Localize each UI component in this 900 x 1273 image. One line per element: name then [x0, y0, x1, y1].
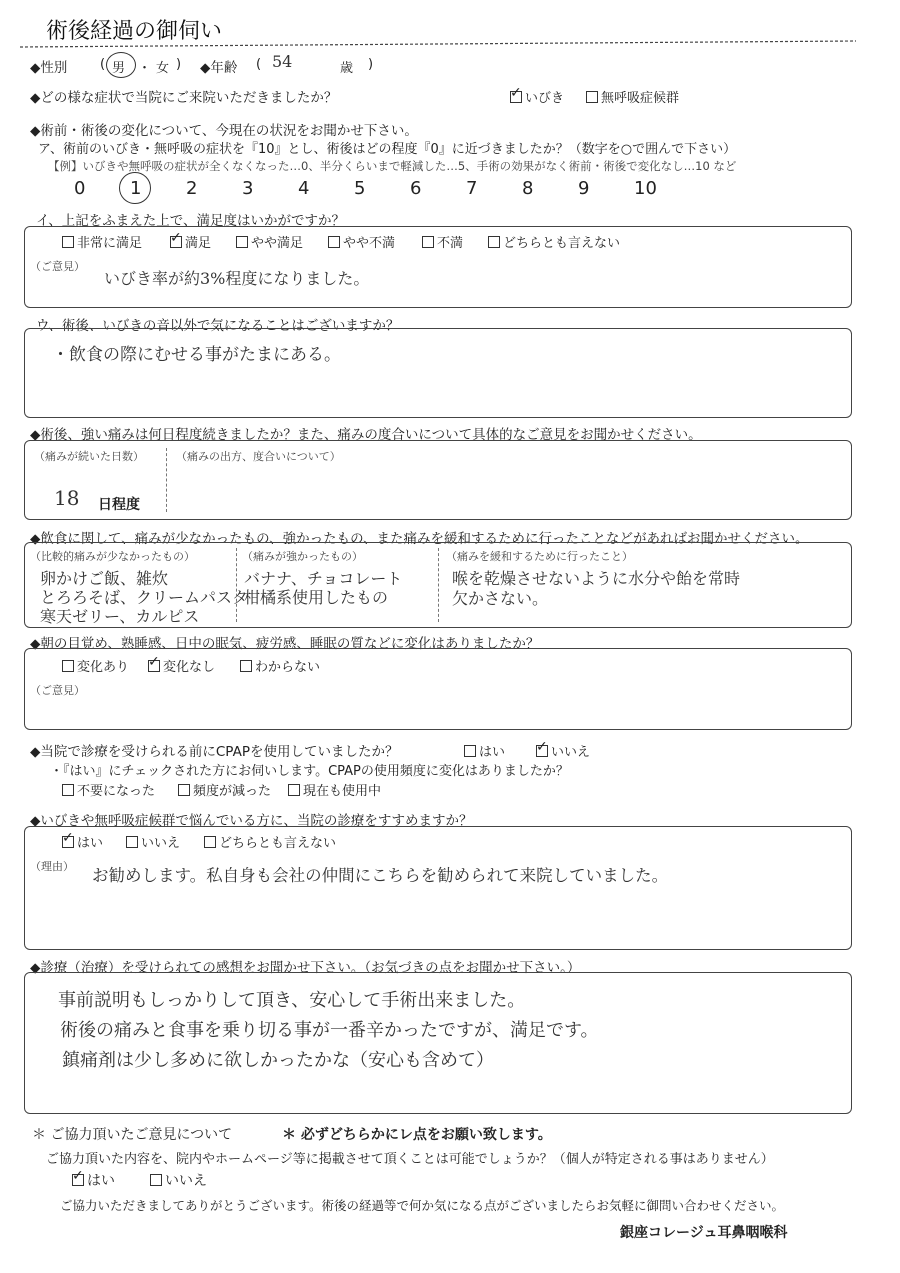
checkbox[interactable]: [488, 236, 500, 248]
pain-days-value: 18: [54, 486, 80, 510]
checkbox-checked[interactable]: [62, 836, 74, 848]
checkbox[interactable]: [288, 784, 300, 796]
checkbox-checked[interactable]: [170, 236, 182, 248]
checkbox-checked[interactable]: [510, 91, 522, 103]
footer-note-right: ＊ 必ずどちらかにレ点をお願い致します。: [282, 1127, 552, 1143]
thanks-text: ご協力いただきましてありがとうございます。術後の経過等で何か気になる点がございましたらお気軽に御問い合わせください。: [60, 1198, 785, 1213]
pain-days-unit: 日程度: [98, 497, 140, 513]
question-food: ◆飲食に関して、痛みが少なかったもの、強かったもの、また痛みを緩和するために行ったことなどがあればお聞かせください。: [30, 531, 809, 547]
checkbox[interactable]: [464, 745, 476, 757]
food-col2-label: （痛みが強かったもの）: [242, 550, 363, 563]
reason-label: （理由）: [30, 860, 74, 873]
checkbox[interactable]: [62, 236, 74, 248]
impression-line-2: 術後の痛みと食事を乗り切る事が一番辛かったですが、満足です。: [60, 1020, 599, 1041]
question-cpap: ◆当院で診療を受けられる前にCPAPを使用していましたか？: [30, 744, 399, 760]
checkbox[interactable]: [62, 660, 74, 672]
satisfaction-opinion: いびき率が約3%程度になりました。: [104, 269, 370, 288]
scale-0[interactable]: 0: [74, 178, 86, 199]
example-text: 【例】いびきや無呼吸の症状が全くなくなった…0、半分くらいまで軽減した…5、手術の効果がなく術前・術後で変化なし…10 など: [48, 159, 737, 173]
other-answer: ・飲食の際にむせる事がたまにある。: [52, 345, 341, 365]
question-recommend: ◆いびきや無呼吸症候群で悩んでいる方に、当院の診療をすすめますか？: [30, 813, 473, 829]
recommend-reason: お勧めします。私自身も会社の仲間にこちらを勧められて来院していました。: [92, 866, 669, 885]
age-label: ◆年齢: [200, 60, 238, 76]
checkbox[interactable]: [236, 236, 248, 248]
opinion-label: （ご意見）: [30, 260, 85, 273]
option-ibiki[interactable]: ✓ いびき: [510, 87, 564, 106]
question-pain: ◆術後、強い痛みは何日程度続きましたか？また、痛みの度合いについて具体的なご意見をお聞かせください。: [30, 427, 702, 443]
age-value: 54: [272, 52, 293, 71]
scale-6[interactable]: 6: [410, 178, 422, 199]
scale-selected-circle: [119, 172, 151, 204]
impression-line-3: 鎮痛剤は少し多めに欲しかったかな（安心も含めて）: [62, 1050, 494, 1071]
checkbox-checked[interactable]: [536, 745, 548, 757]
food-col1-label: （比較的痛みが少なかったもの）: [30, 550, 195, 563]
scale-10[interactable]: 10: [634, 178, 657, 199]
checkbox[interactable]: [204, 836, 216, 848]
question-sleep: ◆朝の目覚め、熟睡感、日中の眠気、疲労感、睡眠の質などに変化はありましたか？: [30, 636, 540, 652]
question-satisfaction: イ、上記をふまえた上で、満足度はいかがですか？: [36, 213, 346, 229]
publish-question: ご協力頂いた内容を、院内やホームページ等に掲載させて頂くことは可能でしょうか？（個人が特定される事はありません）: [46, 1152, 774, 1167]
scale-1[interactable]: 1: [130, 178, 142, 199]
checkbox[interactable]: [62, 784, 74, 796]
checkbox[interactable]: [422, 236, 434, 248]
impression-line-1: 事前説明もしっかりして頂き、安心して手術出来ました。: [58, 990, 526, 1011]
title-underline: [20, 38, 860, 50]
question-change-sub: ア、術前のいびき・無呼吸の症状を『10』とし、術後はどの程度『0』に近づきましたか？（数字を○で囲んで下さい）: [38, 142, 737, 157]
pain-divider: [166, 448, 167, 512]
question-impression: ◆診療（治療）を受けられての感想をお聞かせ下さい。（お気づきの点をお聞かせ下さい。）: [30, 960, 581, 976]
pain-days-label: （痛みが続いた日数）: [34, 450, 144, 463]
checkbox[interactable]: [178, 784, 190, 796]
checkbox-checked[interactable]: [72, 1174, 84, 1186]
footer-note-left: ＊ ご協力頂いたご意見について: [32, 1127, 233, 1143]
page-title: 術後経過の御伺い: [46, 19, 223, 44]
pain-box: [24, 440, 852, 520]
sleep-opinion-label: （ご意見）: [30, 684, 85, 697]
gender-female: 女: [156, 61, 170, 76]
checkbox[interactable]: [126, 836, 138, 848]
question-symptom: ◆どの様な症状で当院にご来院いただきましたか？: [30, 90, 338, 106]
clinic-name: 銀座コレージュ耳鼻咽喉科: [620, 1225, 788, 1241]
age-unit: 歳: [340, 61, 354, 76]
checkbox[interactable]: [328, 236, 340, 248]
checkbox-checked[interactable]: [148, 660, 160, 672]
question-change: ◆術前・術後の変化について、今現在の状況をお聞かせ下さい。: [30, 123, 418, 139]
question-other: ウ、術後、いびきの音以外で気になることはございますか？: [36, 318, 400, 334]
publish-yes: はい: [87, 1173, 115, 1189]
scale-4[interactable]: 4: [298, 178, 310, 199]
food-col3-label: （痛みを緩和するために行ったこと）: [446, 550, 633, 563]
scale-3[interactable]: 3: [242, 178, 254, 199]
pain-detail-label: （痛みの出方、度合いについて）: [176, 450, 341, 463]
scale-7[interactable]: 7: [466, 178, 478, 199]
gender-male: 男: [112, 61, 126, 76]
option-apnea[interactable]: 無呼吸症候群: [586, 87, 679, 106]
checkbox[interactable]: [150, 1174, 162, 1186]
publish-no: いいえ: [165, 1173, 207, 1189]
checkbox[interactable]: [240, 660, 252, 672]
checkbox[interactable]: [586, 91, 598, 103]
gender-male-circle: [106, 52, 136, 78]
scale-2[interactable]: 2: [186, 178, 198, 199]
gender-label: ◆性別: [30, 60, 68, 76]
scale-9[interactable]: 9: [578, 178, 590, 199]
scale-5[interactable]: 5: [354, 178, 366, 199]
cpap-sub: ・『はい』にチェックされた方にお伺いします。CPAPの使用頻度に変化はありましたか？: [50, 764, 569, 779]
scale-8[interactable]: 8: [522, 178, 534, 199]
